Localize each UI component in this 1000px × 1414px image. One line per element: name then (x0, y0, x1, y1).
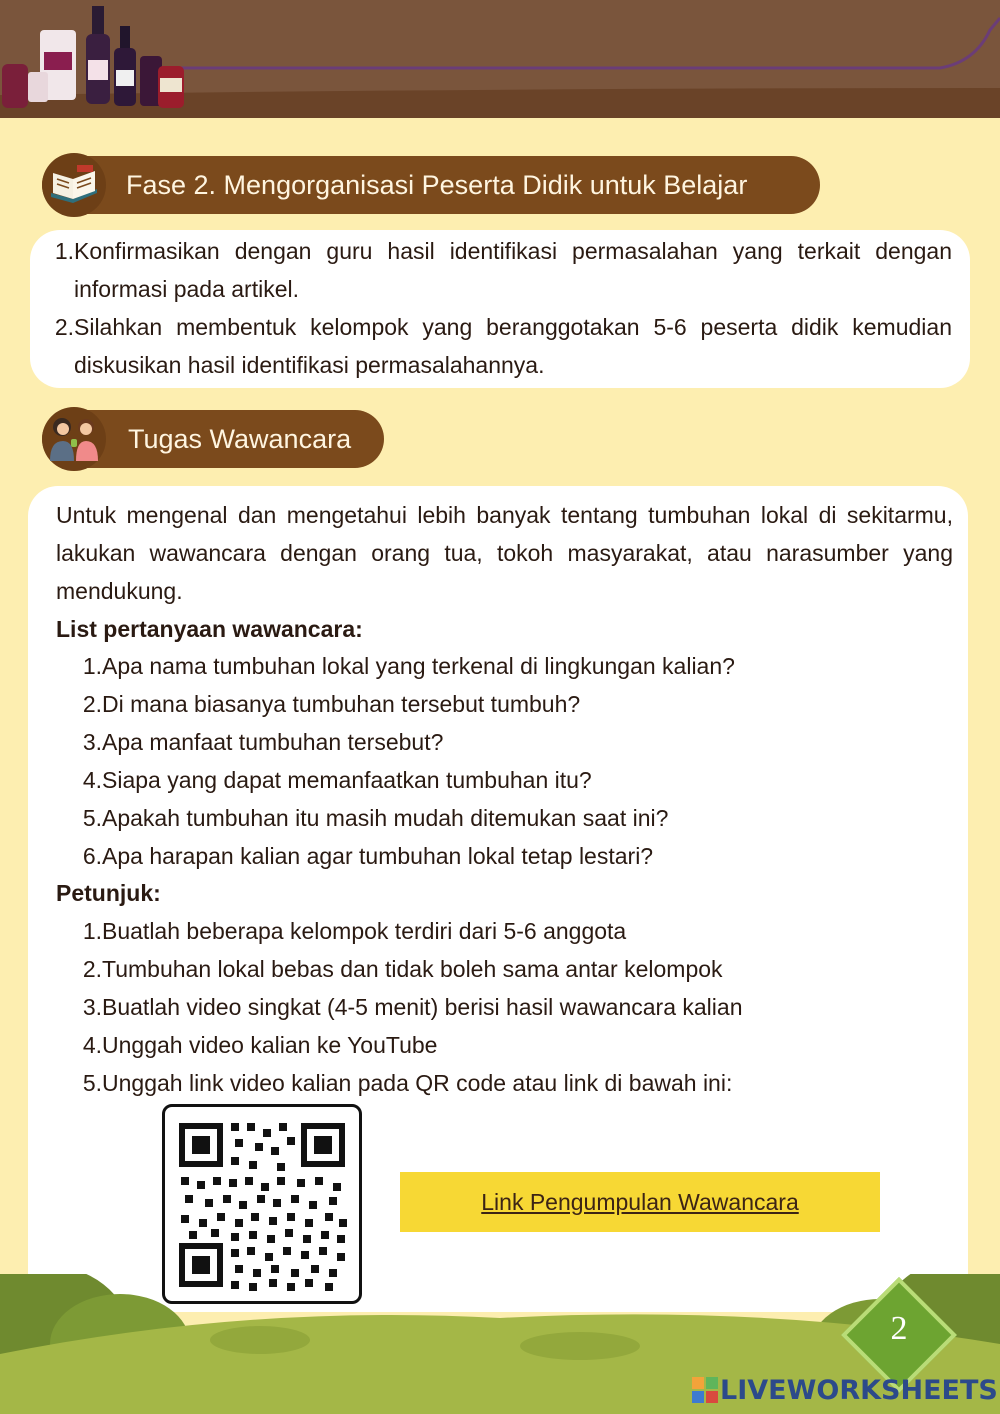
book-icon (42, 153, 106, 217)
list-item: 2. Tumbuhan lokal bebas dan tidak boleh sama antar kelompok (82, 956, 723, 982)
phase-2-title: Fase 2. Mengorganisasi Peserta Didik untuk Belajar (126, 169, 748, 200)
liveworksheets-text: LIVEWORKSHEETS (720, 1374, 998, 1406)
interview-people-icon (42, 407, 106, 471)
list-item: 6. Apa harapan kalian agar tumbuhan lokal tetap lestari? (82, 843, 654, 869)
list-item: 4. Unggah video kalian ke YouTube (82, 1032, 438, 1058)
submission-link[interactable]: Link Pengumpulan Wawancara (481, 1188, 799, 1215)
list-item: 4. Siapa yang dapat memanfaatkan tumbuhan itu? (82, 767, 592, 793)
phase-2-list (48, 232, 952, 384)
phase-2-header (42, 156, 820, 214)
list-item: 1. Konfirmasikan dengan guru hasil identifikasi permasalahan yang terkait dengan informasi pada artikel. (54, 238, 952, 302)
questions-heading: List pertanyaan wawancara: (56, 616, 363, 642)
list-item: 3. Apa manfaat tumbuhan tersebut? (82, 729, 444, 755)
phase-2-panel (30, 230, 970, 388)
list-item: 2. Silahkan membentuk kelompok yang beranggotakan 5-6 peserta didik kemudian diskusikan hasil identifikasi permasalahannya. (54, 314, 952, 378)
questions-list (70, 647, 950, 875)
submission-link-box (400, 1172, 880, 1232)
liveworksheets-logo (692, 1372, 998, 1408)
interview-task-header (42, 410, 384, 468)
instructions-list (70, 912, 950, 1102)
page-number: 2 (890, 1310, 908, 1347)
list-item: 1. Apa nama tumbuhan lokal yang terkenal di lingkungan kalian? (82, 653, 735, 679)
interview-intro: Untuk mengenal dan mengetahui lebih banyak tentang tumbuhan lokal di sekitarmu, lakukan wawancara dengan orang tua, tokoh masyarakat, atau narasumber yang mendukung. (56, 502, 953, 604)
instructions-heading: Petunjuk: (56, 880, 161, 906)
list-item: 5. Unggah link video kalian pada QR code atau link di bawah ini: (82, 1070, 733, 1096)
products-image (0, 0, 200, 118)
list-item: 5. Apakah tumbuhan itu masih mudah ditemukan saat ini? (82, 805, 669, 831)
liveworksheets-icon (692, 1377, 718, 1403)
list-item: 2. Di mana biasanya tumbuhan tersebut tumbuh? (82, 691, 581, 717)
list-item: 1. Buatlah beberapa kelompok terdiri dari 5-6 anggota (82, 918, 627, 944)
list-item: 3. Buatlah video singkat (4-5 menit) berisi hasil wawancara kalian (82, 994, 743, 1020)
interview-task-title: Tugas Wawancara (128, 423, 352, 454)
